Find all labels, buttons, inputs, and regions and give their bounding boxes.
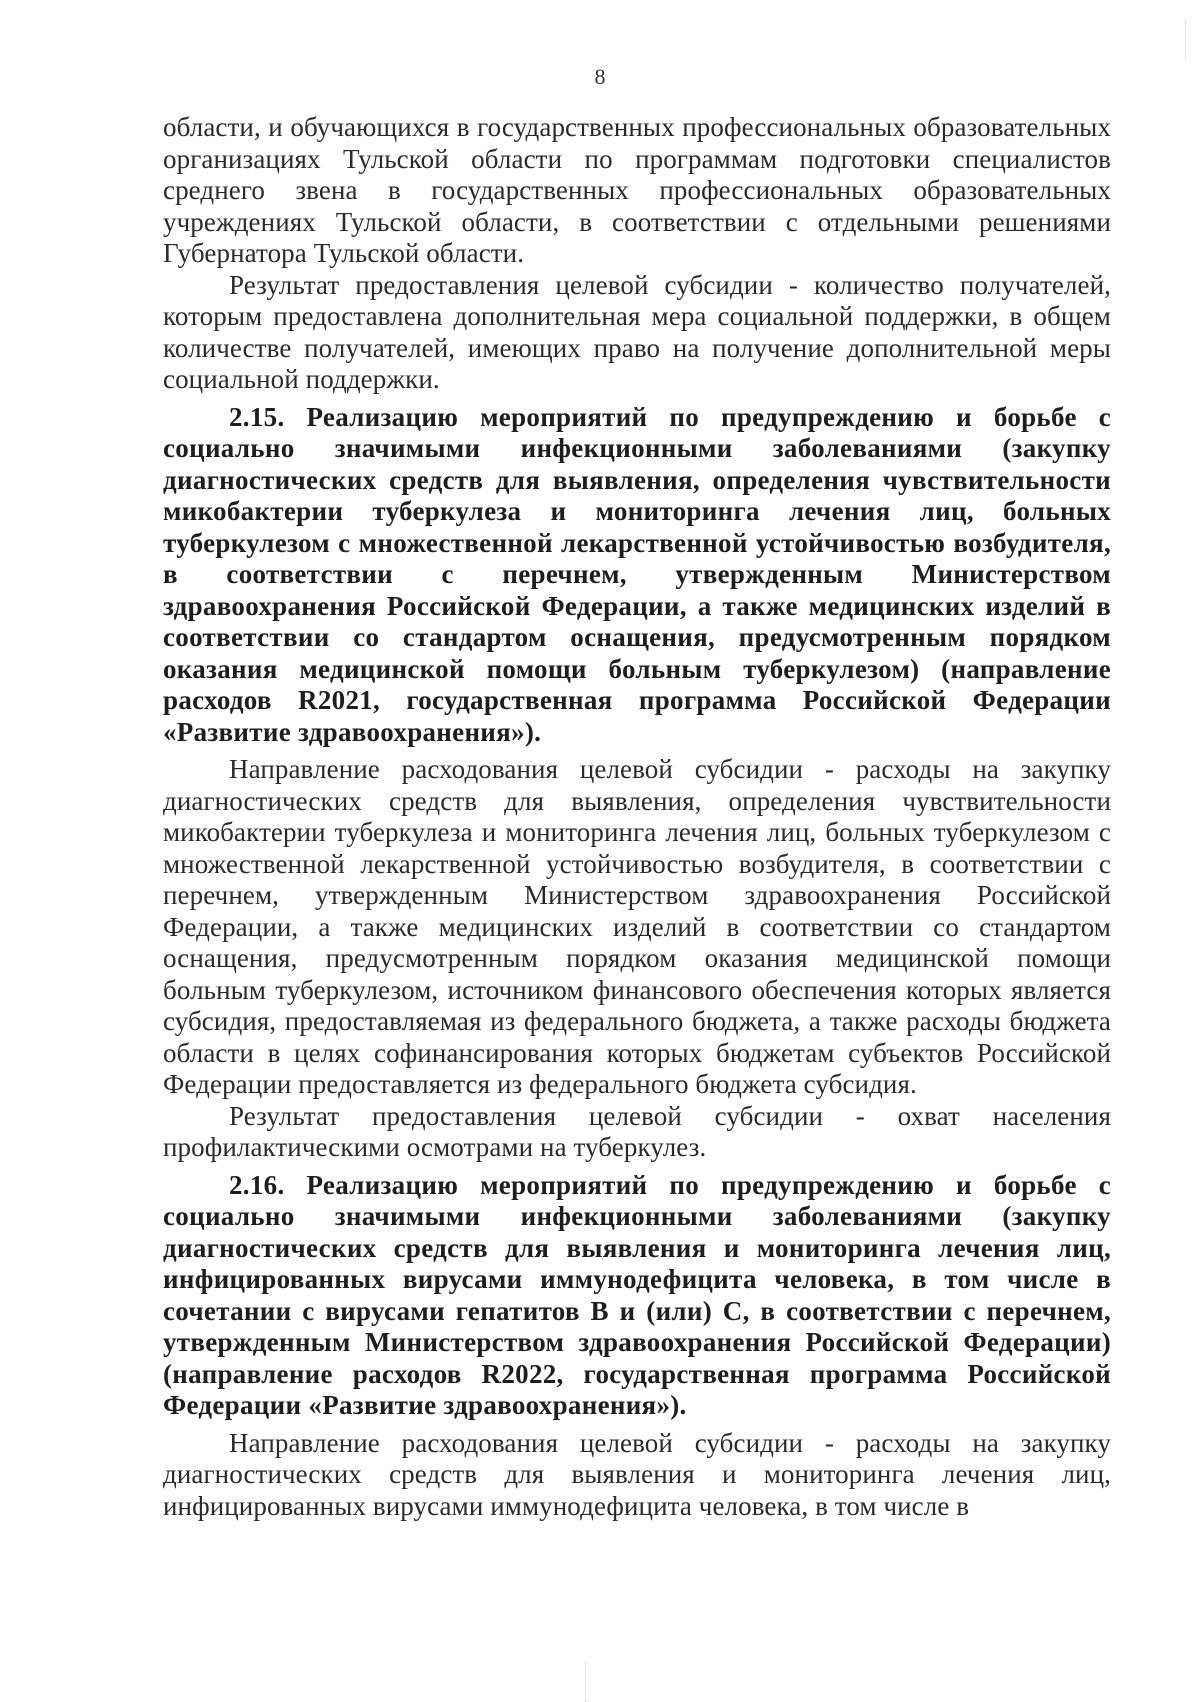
paragraph-direction-2-16: Направление расходования целевой субсидии - расходы на закупку диагностических средств для выявления и мониторинга лечения лиц, инфицированных вирусами иммунодефицита человека, в том числе в — [163, 1427, 1111, 1521]
section-heading-2-16: 2.16. Реализацию мероприятий по предупреждению и борьбе с социально значимыми инфекционными заболеваниями (закупку диагностических средств для выявления и мониторинга лечения лиц, инфицированных вирусами иммунодефицита человека, в том числе в сочетании с вирусами гепатитов В и (или) С, в соответствии с перечнем, утвержденным Министерством здравоохранения Российской Федерации) (направление расходов R2022, государственная программа Российской Федерации «Развитие здравоохранения»). — [163, 1169, 1111, 1420]
document-body — [163, 112, 1111, 1522]
paragraph-continuation: области, и обучающихся в государственных профессиональных образовательных организациях Тульской области по программам подготовки специалистов среднего звена в государственных профессиональных образовательных учреждениях Тульской области, в соответствии с отдельными решениями Губернатора Тульской области. — [163, 112, 1111, 268]
paragraph-result-2-14: Результат предоставления целевой субсидии - количество получателей, которым предоставлена дополнительная мера социальной поддержки, в общем количестве получателей, имеющих право на получение дополнительной меры социальной поддержки. — [163, 269, 1111, 394]
section-heading-2-15: 2.15. Реализацию мероприятий по предупреждению и борьбе с социально значимыми инфекционными заболеваниями (закупку диагностических средств для выявления, определения чувствительности микобактерии туберкулеза и мониторинга лечения лиц, больных туберкулезом с множественной лекарственной устойчивостью возбудителя, в соответствии с перечнем, утвержденным Министерством здравоохранения Российской Федерации, а также медицинских изделий в соответствии со стандартом оснащения, предусмотренным порядком оказания медицинской помощи больным туберкулезом) (направление расходов R2021, государственная программа Российской Федерации «Развитие здравоохранения»). — [163, 401, 1111, 747]
paragraph-result-2-15: Результат предоставления целевой субсидии - охват населения профилактическими осмотрами на туберкулез. — [163, 1100, 1111, 1162]
scan-artifact — [1185, 20, 1190, 60]
paragraph-direction-2-15: Направление расходования целевой субсидии - расходы на закупку диагностических средств для выявления, определения чувствительности микобактерии туберкулеза и мониторинга лечения лиц, больных туберкулезом с множественной лекарственной устойчивостью возбудителя, в соответствии с перечнем, утвержденным Министерством здравоохранения Российской Федерации, а также медицинских изделий в соответствии со стандартом оснащения, предусмотренным порядком оказания медицинской помощи больным туберкулезом, источником финансового обеспечения которых является субсидия, предоставляемая из федерального бюджета, а также расходы бюджета области в целях софинансирования которых бюджетам субъектов Российской Федерации предоставляется из федерального бюджета субсидия. — [163, 754, 1111, 1099]
page-number: 8 — [594, 64, 606, 89]
scan-artifact-bottom — [585, 1662, 587, 1702]
